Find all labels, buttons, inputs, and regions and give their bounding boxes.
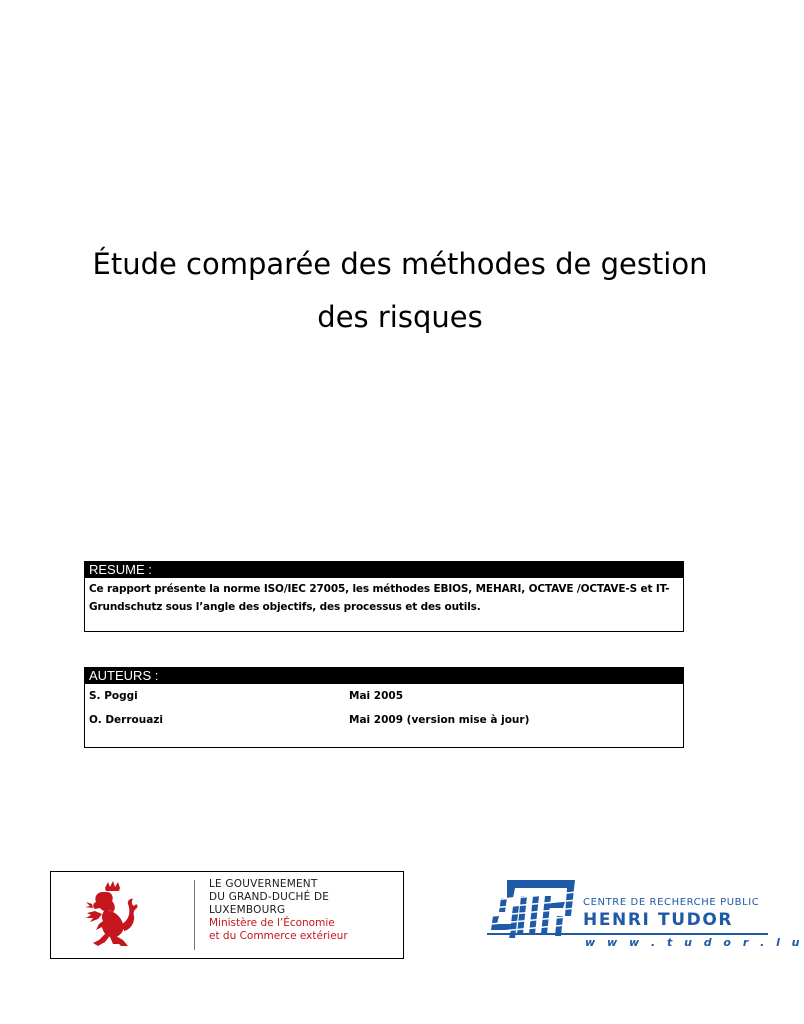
tudor-name: HENRI TUDOR [583,910,734,930]
summary-box [84,561,684,632]
author-name: O. Derrouazi [89,714,164,726]
henri-tudor-logo [487,873,804,953]
authors-header: AUTEURS : [85,668,683,684]
page-title-line-2: des risques [317,300,483,334]
logo-divider [194,880,195,950]
authors-box [84,667,684,748]
ministry-line-2: et du Commerce extérieur [209,930,348,942]
ministry-line-1: Ministère de l’Économie [209,917,335,929]
tudor-rule [487,933,768,935]
author-row [85,684,683,708]
government-line-2: DU GRAND-DUCHÉ DE LUXEMBOURG [209,891,330,916]
luxembourg-government-logo [50,871,404,959]
tudor-subtitle: CENTRE DE RECHERCHE PUBLIC [583,897,760,908]
author-date: Mai 2009 (version mise à jour) [349,714,530,726]
author-date: Mai 2005 [349,690,404,702]
tudor-url: w w w . t u d o r . l u [585,936,804,949]
page-title-line-1: Étude comparée des méthodes de gestion [92,247,708,281]
author-row [85,708,683,732]
government-line-1: LE GOUVERNEMENT [209,878,318,890]
author-name: S. Poggi [89,690,138,702]
summary-header: RESUME : [85,562,683,578]
page-title [0,238,800,344]
red-lion-icon [83,880,141,950]
government-text [209,878,403,943]
summary-text: Ce rapport présente la norme ISO/IEC 27005, les méthodes EBIOS, MEHARI, OCTAVE /OCTAVE-S et IT-Grundschutz sous l’angle des objectifs, des processus et des outils. [89,583,670,613]
